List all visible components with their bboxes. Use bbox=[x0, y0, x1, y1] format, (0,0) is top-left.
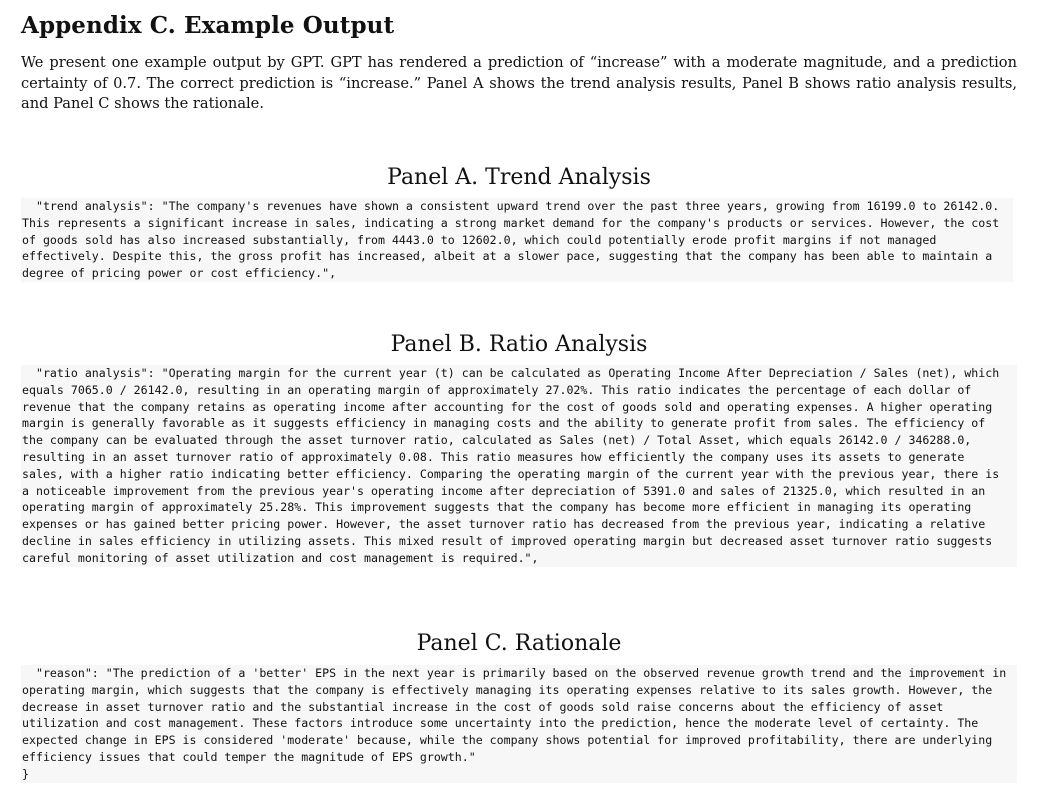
panel-a-title: Panel A. Trend Analysis bbox=[387, 165, 651, 190]
panel-c-title: Panel C. Rationale bbox=[416, 631, 622, 656]
appendix-page bbox=[21, 12, 1017, 781]
panel-b-title: Panel B. Ratio Analysis bbox=[390, 332, 648, 357]
intro-paragraph: We present one example output by GPT. GPT has rendered a prediction of “increase” with a moderate magnitude, and a prediction certainty of 0.7. The correct prediction is “increase.” Panel A shows the trend analysis results, Panel B shows ratio analysis results, and Panel C shows the rationale. bbox=[21, 54, 1017, 112]
panel-b-code-block: "ratio analysis": "Operating margin for the current year (t) can be calculated as Operating Income After Depreciation / Sales (net), which equals 7065.0 / 26142.0, resulting in an operating margin of approximately 27.02%. This ratio indicates the percentage of each dollar of revenue that the company retains as operating income after accounting for the cost of goods sold and operating expenses. A higher operating margin is generally favorable as it suggests efficiency in managing costs and the ability to generate profit from sales. The efficiency of the company can be evaluated through the asset turnover ratio, calculated as Sales (net) / Total Asset, which equals 26142.0 / 346288.0, resulting in an asset turnover ratio of approximately 0.08. This ratio measures how efficiently the company uses its assets to generate sales, with a higher ratio indicating better efficiency. Comparing the operating margin of the current year with the previous year, there is a noticeable improvement from the previous year's operating income after depreciation of 5391.0 and sales of 21325.0, which resulted in an operating margin of approximately 25.28%. This improvement suggests that the company has become more efficient in managing its operating expenses or has gained better pricing power. However, the asset turnover ratio has decreased from the previous year, indicating a relative decline in sales efficiency in utilizing assets. This mixed result of improved operating margin but decreased asset turnover ratio suggests careful monitoring of asset utilization and cost management is required.", bbox=[21, 365, 1017, 567]
appendix-title: Appendix C. Example Output bbox=[21, 12, 395, 39]
panel-c-code-block: "reason": "The prediction of a 'better' EPS in the next year is primarily based on the observed revenue growth trend and the improvement in operating margin, which suggests that the company is effectively managing its operating expenses relative to its sales growth. However, the decrease in asset turnover ratio and the substantial increase in the cost of goods sold raise concerns about the efficiency of asset utilization and cost management. These factors introduce some uncertainty into the prediction, hence the moderate level of certainty. The expected change in EPS is considered 'moderate' because, while the company shows potential for improved profitability, there are underlying efficiency issues that could temper the magnitude of EPS growth." } bbox=[21, 665, 1017, 783]
panel-a-code-block: "trend analysis": "The company's revenues have shown a consistent upward trend over the past three years, growing from 16199.0 to 26142.0. This represents a significant increase in sales, indicating a strong market demand for the company's products or services. However, the cost of goods sold has also increased substantially, from 4443.0 to 12602.0, which could potentially erode profit margins if not managed effectively. Despite this, the gross profit has increased, albeit at a slower pace, suggesting that the company has been able to maintain a degree of pricing power or cost efficiency.", bbox=[21, 198, 1013, 282]
